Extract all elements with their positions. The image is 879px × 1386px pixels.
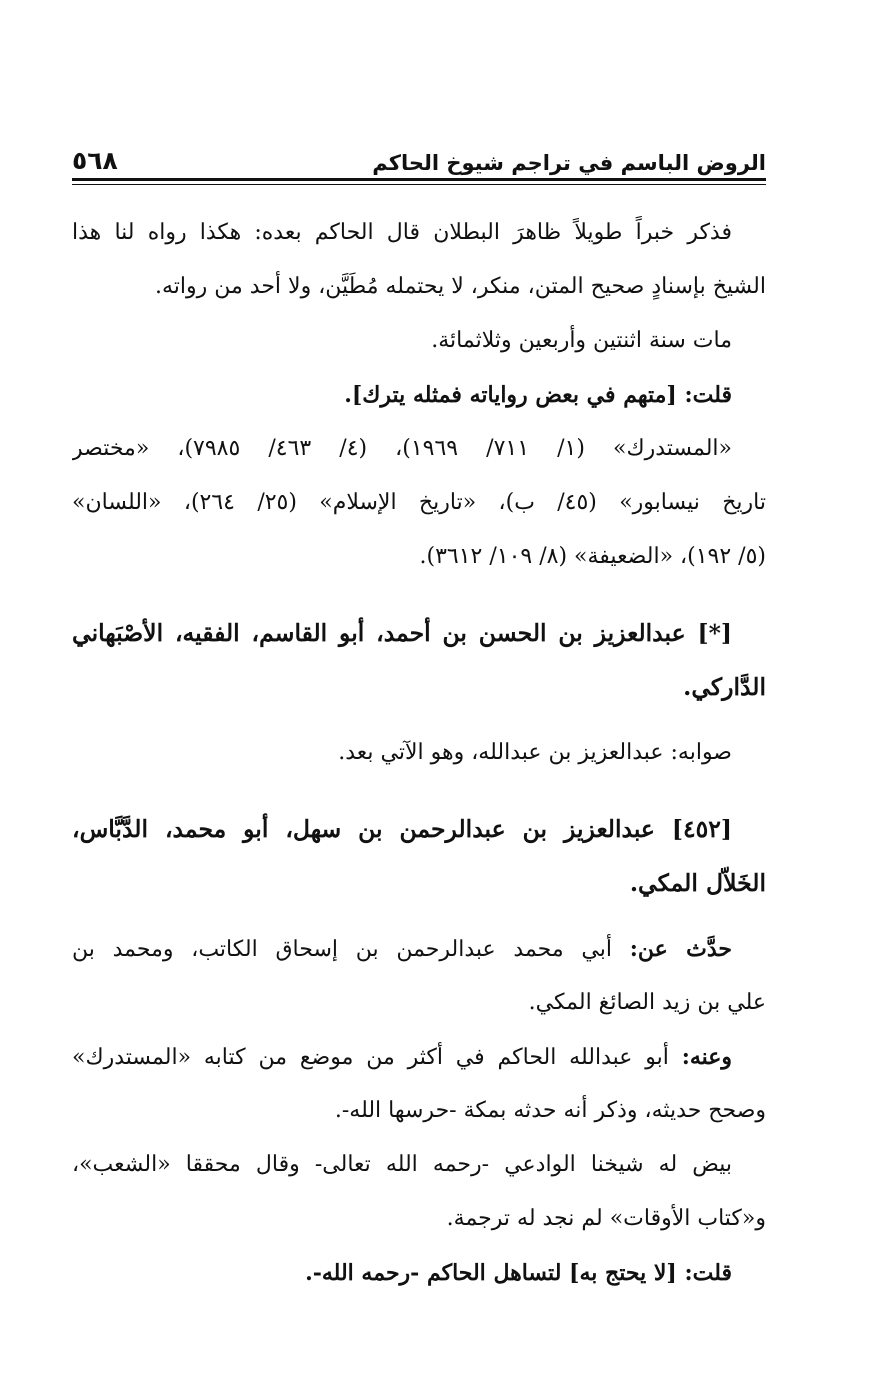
page-number: ٥٦٨ xyxy=(72,146,118,175)
paragraph-line: مات سنة اثنتين وأربعين وثلاثمائة. xyxy=(431,328,732,353)
entry-heading: الخَلاّل المكي. xyxy=(629,869,766,897)
page-body xyxy=(72,206,766,1300)
paragraph-line: بيض له شيخنا الوادعي -رحمه الله تعالى- وقال محققا «الشعب»، xyxy=(72,1152,732,1177)
reference-line: تاريخ نيسابور» (٤٥/ ب)، «تاريخ الإسلام» (٢٥/ ٢٦٤)، «اللسان» xyxy=(72,490,766,515)
header-rule-thin xyxy=(72,184,766,185)
paragraph-line: الشيخ بإسنادٍ صحيح المتن، منكر، لا يحتمله مُطَيَّن، ولا أحد من رواته. xyxy=(154,274,766,299)
paragraph-line: وعنه: أبو عبدالله الحاكم في أكثر من موضع من كتابه «المستدرك» xyxy=(72,1044,733,1070)
paragraph-line: حدَّث عن: أبي محمد عبدالرحمن بن إسحاق الكاتب، ومحمد بن xyxy=(72,936,732,962)
header-rule-thick xyxy=(72,178,766,181)
lead-label: وعنه: xyxy=(681,1044,733,1070)
running-title: الروض الباسم في تراجم شيوخ الحاكم xyxy=(372,151,766,175)
reference-line: (٥/ ١٩٢)، «الضعيفة» (٨/ ١٠٩/ ٣٦١٢). xyxy=(419,544,766,569)
paragraph-line: صوابه: عبدالعزيز بن عبدالله، وهو الآتي بعد. xyxy=(338,740,732,765)
paragraph-line: علي بن زيد الصائغ المكي. xyxy=(528,990,766,1015)
page-header xyxy=(72,135,766,175)
reference-line: «المستدرك» (١/ ٧١١/ ١٩٦٩)، (٤/ ٤٦٣/ ٧٩٨٥)، «مختصر xyxy=(72,436,733,461)
entry-heading: الدَّاركي. xyxy=(683,673,766,701)
paragraph-line: فذكر خبراً طويلاً ظاهرَ البطلان قال الحاكم بعده: هكذا رواه لنا هذا xyxy=(72,220,732,245)
verdict-line: قلت: [لا يحتج به] لتساهل الحاكم -رحمه الله-. xyxy=(305,1260,732,1286)
entry-heading: [٤٥٢] عبدالعزيز بن عبدالرحمن بن سهل، أبو محمد، الدَّبَّاس، xyxy=(72,815,732,843)
paragraph-line: و«كتاب الأوقات» لم نجد له ترجمة. xyxy=(446,1206,766,1231)
verdict-line: قلت: [متهم في بعض رواياته فمثله يترك]. xyxy=(344,382,732,408)
entry-heading: [*] عبدالعزيز بن الحسن بن أحمد، أبو القاسم، الفقيه، الأصْبَهاني xyxy=(72,619,732,647)
paragraph-line: وصحح حديثه، وذكر أنه حدثه بمكة -حرسها الله-. xyxy=(334,1098,766,1123)
lead-label: حدَّث عن: xyxy=(629,936,732,962)
